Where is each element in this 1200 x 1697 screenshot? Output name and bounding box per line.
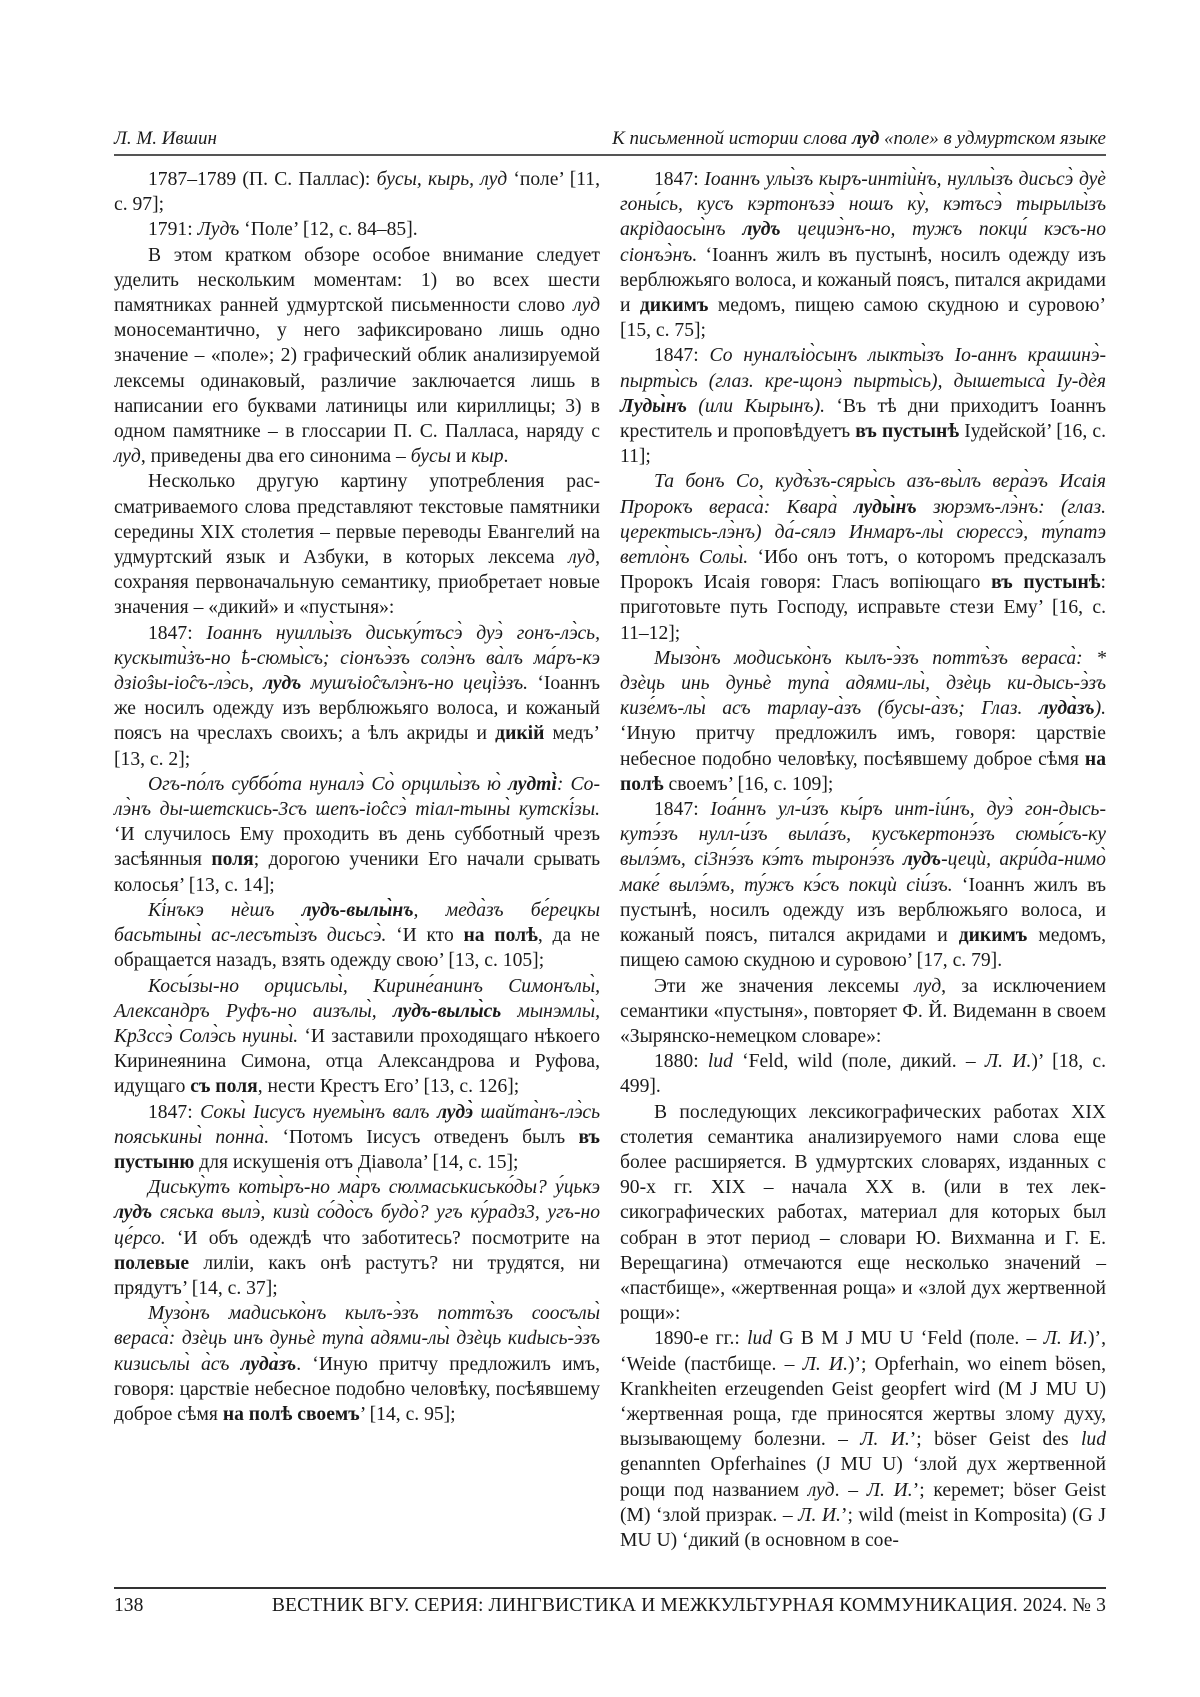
emphasized-term: полевые — [114, 1252, 190, 1274]
italic-quote: Л. И. — [866, 1479, 913, 1501]
paragraph — [620, 974, 1106, 1050]
text-run: . ‘Иную притчу предложилъ имъ, говоря: царствіе небесное подобно человѣку, посѣявшему доброе сѣмя — [114, 1353, 600, 1425]
italic-quote: «поле» в удмуртском языке — [879, 128, 1106, 149]
journal-title: ВЕСТНИК ВГУ. СЕРИЯ: ЛИНГВИСТИКА И МЕЖКУЛЬТУРНАЯ КОММУНИКАЦИЯ. 2024. № 3 — [271, 1595, 1106, 1616]
text-run: )’ [18, с. 499]. — [620, 1051, 1107, 1098]
text-run: . — [503, 446, 509, 468]
emphasized-term: съ поля — [190, 1076, 258, 1098]
left-column — [114, 167, 600, 1427]
text-run: Несколько другую картину употребления рассматриваемого слова представляют текстовые памятники середины XIX столетия – первые переводы Евангелий на удмуртский язык и Азбуки, в которых лексема — [114, 471, 600, 569]
emphasized-term: лудъ — [114, 1202, 153, 1224]
text-run: , приведены два его синонима – — [140, 446, 411, 468]
italic-quote: Музо̀нъ мадисько̀нъ кылъ-э̀зъ поттъ̀зъ соосълы̀ вераса̀: дзѐць инъ дуньѐ тупа̀ адями-лы̀ дзѐць киdысь-э̀зъ кизисьлы̀ а̀съ — [114, 1303, 600, 1375]
text-run: 1890-е гг.: — [654, 1328, 748, 1350]
emphasized-term: Луды̀нъ — [620, 395, 687, 417]
text-run: ’; керемет; böser Geist (M) ‘злой призрак. – — [620, 1479, 1106, 1526]
italic-quote: Мызо̀нъ модисько̀нъ кылъ-э̀зъ поттъ̀зъ вераса̀: * дзѐць инь дуньѐ тупа̀ адями-лы̀, дзѐць ки-дысь-э̀зъ кизе́мъ-лы̀ асъ тарлау-а̀зъ (бусы-а̀зъ; Глаз. — [620, 647, 1106, 720]
italic-quote: К письменной истории слова — [612, 128, 852, 149]
emphasized-term: луда̀зъ — [1038, 698, 1095, 720]
italic-quote: lud — [1080, 1429, 1107, 1451]
italic-quote: мушъіо̂сълэ̀нъ-но цеці̇̀эзъ. — [301, 673, 529, 695]
paragraph — [620, 167, 1106, 343]
emphasized-term: на полѣ — [620, 748, 1106, 795]
paragraph — [620, 343, 1106, 469]
emphasized-term: дикимъ — [639, 295, 709, 317]
paragraph — [114, 1175, 600, 1301]
paragraph — [620, 1100, 1106, 1327]
italic-quote: Лудъ — [197, 219, 240, 241]
italic-quote: ). — [1094, 698, 1106, 720]
italic-quote: Л. И. — [802, 1353, 848, 1375]
text-run: В этом кратком обзоре особое внимание следует уделить нескольким моментам: 1) во всех шести памятниках ранней удмуртской письменности слово — [114, 244, 600, 317]
italic-quote: Іоа́ннъ ул-и́зъ кы́ръ инт-іи́нъ, дуэ̀ гон-дыськутэ́зъ нулл-и́зъ выла́зъ, кусъкертонэ́зъ сюмы́съ-ку вылэ́мъ, сі3нэ́зъ кэ́тъ тыронэ́зъ — [620, 799, 1107, 871]
text-run: 1847: — [654, 799, 711, 821]
text-run: своемъ’ [16, с. 109]; — [663, 773, 834, 795]
paragraph — [620, 1049, 1106, 1099]
text-run: для искушенія отъ Діавола’ [14, с. 15]; — [194, 1151, 519, 1173]
text-run: )’, ‘Weide (пастбище. – — [620, 1328, 1106, 1375]
emphasized-term: лудъ — [742, 219, 781, 241]
text-run: )’; Opferhain, wo einem bösen, Krankheiten erzeugenden Geist geopfert wird (M J MU U) ‘жертвенная роща, где приносятся жертвы злому духу, вызывающему болезни. – — [620, 1353, 1106, 1451]
paragraph — [620, 1326, 1106, 1553]
emphasized-term: въ пустыню — [114, 1126, 600, 1173]
text-run: 1847: — [654, 169, 705, 190]
italic-quote: Со нуналъіо̀сынъ лыкты̀зъ Іо-аннъ крашинэ̀-пырты̀сь (глаз. кре-щонэ̀ пырты̀сь), дышетыса̀ Іу-дѐя — [620, 345, 1107, 392]
italic-quote: мынэмлы̀, Кр3ссэ̀ Солэ̀сь нуины̀. — [114, 1000, 600, 1047]
paragraph — [620, 797, 1106, 973]
text-run: ’; böser Geist des — [909, 1429, 1081, 1451]
italic-quote: Л. И. — [860, 1429, 910, 1451]
text-run: ‘Потомъ Іисусъ отведенъ былъ — [269, 1126, 579, 1148]
italic-quote: , меда̀зъ бе́рецкы басьтыны̀ ас-лесъты̀зъ дисьсэ̀. — [114, 899, 600, 947]
header-author: Л. М. Ившин — [114, 128, 217, 149]
text-run: 1847: — [148, 1101, 201, 1123]
text-run: ‘поле’ [11, с. 97]; — [114, 169, 601, 216]
text-run: ; дорогою ученики Его начали срывать колосья’ [13, с. 14]; — [114, 849, 600, 896]
paragraph — [114, 974, 600, 1100]
text-run: : приготовьте путь Господу, исправьте стези Ему’ [16, с. 11–12]; — [620, 572, 1106, 644]
text-run: 1787–1789 (П. С. Паллас): — [148, 169, 377, 190]
emphasized-term: луд — [851, 128, 880, 149]
text-run: ‘Въ тѣ дни приходитъ Іоаннъ креститель и проповѣдуетъ — [620, 395, 1107, 443]
text-run: ’ [14, с. 95]; — [359, 1403, 456, 1425]
italic-quote: : Со-лэ̀нъ ды-шетскись-3съ шепъ-іо̂ссэ̀ тіал-тыны̀ кутскі́зы. — [114, 773, 600, 821]
italic-quote: (или Кырынъ). — [686, 395, 826, 417]
text-run: лиліи, какъ онѣ растутъ? ни трудятся, ни прядутъ’ [14, с. 37]; — [114, 1252, 600, 1299]
text-run: 1847: — [148, 622, 207, 644]
text-run: В последующих лексикографических работах XIX столетия семантика анализируемого нами слова еще более расширяется. В удмуртских словарях, изданных с 90-х гг. XIX – начала XX в. (или в тех лексикографических работах, материал для которых был собран в этот период – словари Ю. Вихманна и Г. Е. Верещагина) отмечаются еще несколько значений – «пастбище», «жертвенная роща» и «злой дух жертвенной рощи»: — [620, 1101, 1106, 1325]
italic-quote: lud — [707, 1051, 733, 1073]
italic-quote: шайта̀нъ-лэ̀сь пояськины̀ понна̀. — [114, 1101, 600, 1148]
emphasized-term: луда̀зъ — [240, 1353, 297, 1375]
italic-quote: Сокы̀ Іисусъ нуемы̀нъ валъ — [200, 1101, 437, 1123]
emphasized-term: дикій — [495, 723, 545, 745]
italic-quote: Л. И. — [984, 1051, 1032, 1073]
paragraph — [114, 621, 600, 772]
text-run: 1847: — [654, 345, 710, 367]
text-run: ‘И кто — [386, 925, 464, 947]
header-article-title — [612, 128, 1106, 150]
right-column — [620, 167, 1106, 1553]
text-run: 1791: — [148, 219, 198, 241]
text-run: медомъ, пищею самою скудною и суровою’ [15, с. 75]; — [620, 295, 1106, 342]
paragraph — [114, 167, 600, 217]
text-run: Іудейской’ [16, с. 11]; — [620, 421, 1106, 468]
italic-quote: -цецѝ, акри́да-нимо̀ маке́ вылэ́мъ, ту́жъ кэ́съ покцѝ сіи́зъ. — [620, 849, 1106, 896]
emphasized-term: лудъ-вылы̀сь — [392, 1000, 502, 1022]
text-run: ‘Іоаннъ же носилъ одежду изъ верблюжьяго волоса, и кожаный поясъ на чреслахъ своихъ; а ѣлъ акриды и — [114, 673, 601, 745]
emphasized-term: въ пустынѣ — [991, 572, 1101, 594]
paragraph — [114, 243, 600, 470]
paragraph — [114, 1301, 600, 1427]
italic-quote: луд — [573, 295, 600, 317]
emphasized-term: луды̀нъ — [853, 496, 917, 518]
text-run: , нести Крестъ Его’ [13, с. 126]; — [257, 1076, 520, 1098]
text-run: genannten Opferhaines (J MU U) ‘злой дух жертвенной рощи под названием — [620, 1454, 1106, 1501]
paragraph — [114, 898, 600, 974]
text-run: ’; wild (meist in Komposita) (G J MU U) ‘дикий (в основном в сое- — [620, 1504, 1106, 1551]
italic-quote: Л. И. — [798, 1504, 841, 1526]
paragraph — [620, 469, 1106, 645]
paragraph — [114, 1100, 600, 1176]
text-run: ‘И объ одеждѣ что заботитесь? посмотрите на — [165, 1227, 600, 1249]
text-run: , за исключением семантики «пустыня», повторяет Ф. Й. Видеманн в своем «Зырянско-немецком словаре»: — [620, 975, 1106, 1047]
emphasized-term: лудті̀ — [508, 773, 557, 795]
paragraph — [620, 646, 1106, 797]
text-run: ‘Иную притчу предложилъ имъ, говоря: царствіе небесное подобно человѣку, посѣявшему доброе сѣмя — [620, 723, 1106, 770]
italic-quote: зюрэмъ-лэ̀нъ: (глаз. церектысь-лэ̀нъ) да́-сялэ Инмаръ-лы̀ сюрессэ̀, ту́патэ ветло̀нъ Солы̀. — [620, 496, 1106, 569]
emphasized-term: дикимъ — [958, 925, 1028, 947]
text-run: ‘Іоаннъ жилъ въ пустынѣ, носилъ одежду изъ верблюжьяго волоса, и кожаный поясъ, питался акридами и — [620, 874, 1107, 947]
text-run: ‘Іоаннъ жилъ въ пустынѣ, носилъ одежду изъ верблюжьяго волоса, и кожаный поясъ, питался акридами и — [620, 244, 1106, 317]
italic-quote: бусы — [410, 446, 451, 468]
text-run: , сохраняя первоначальную семантику, приобретает новые значения – «дикий» и «пустыня»: — [114, 547, 600, 619]
emphasized-term: въ пустынѣ — [855, 421, 960, 443]
italic-quote: луд — [807, 1479, 835, 1501]
italic-quote: луд — [914, 975, 942, 997]
italic-quote: цециэ̀нъ-но, тужъ покци́ кэсъ-но сіонъэ̀нъ. — [620, 219, 1106, 266]
text-run: медъ’ [13, с. 2]; — [114, 723, 600, 770]
running-header — [114, 124, 1106, 156]
text-run: ‘И случилось Ему проходить въ день субботный чрезъ засѣянныя — [114, 824, 600, 871]
emphasized-term: на полѣ своемъ — [222, 1403, 360, 1425]
running-footer — [114, 1587, 1106, 1616]
text-run: G B M J MU U ‘Feld (поле. – — [772, 1328, 1044, 1350]
italic-quote: Косы́зы-но орцисьлы̀, Кирине́анинъ Симонълы̀, Александръ Руфъ-но аизълы̀, — [114, 975, 600, 1022]
text-run: медомъ, пищею самою скудною и суровою’ [17, с. 79]. — [620, 925, 1106, 972]
paragraph — [114, 772, 600, 898]
italic-quote: Та бонъ Со, кудъ̀зъ-сяры̀сь азъ-вы̀лъ вера̀эъ Исаія Пророкъ вераса̀: Квара̀ — [620, 471, 1106, 518]
italic-quote: луд — [114, 446, 141, 468]
emphasized-term: лудъ-вылы̀нъ — [301, 899, 414, 921]
italic-quote: Кі́нъкэ нѐшъ — [148, 899, 302, 921]
emphasized-term: лудъ — [263, 673, 302, 695]
italic-quote: сяська вылэ̀, кизѝ со́до̀съ будо̀? угъ ку́радз3, угъ-но це́рсо. — [114, 1202, 600, 1249]
italic-quote: lud — [747, 1328, 773, 1350]
text-run: ‘Поле’ [12, с. 84–85]. — [239, 219, 418, 241]
text-run: моносемантично, у него зафиксировано лишь одно значение – «поле»; 2) графический облик анализируемой лексемы одинаковый, различие заключается лишь в написании его буквами латиницы или кириллицы; 3) в одном памятнике – в глоссарии П. С. Палласа, наряду с — [114, 320, 600, 443]
text-run: и — [450, 446, 472, 468]
paragraph — [114, 469, 600, 620]
italic-quote: Л. И. — [1043, 1328, 1089, 1350]
italic-quote: Диську̀тъ коты̀ръ-но ма̀ръ сюлмаськисько́ды? у́цькэ — [148, 1177, 600, 1199]
text-run: Эти же значения лексемы — [654, 975, 915, 997]
text-run: , да не обращается назадъ, взять одежду свою’ [13, с. 105]; — [114, 925, 600, 972]
emphasized-term: поля — [211, 849, 254, 871]
text-run: ‘И заставили проходящаго нѣкоего Киринеянина Симона, отца Александрова и Руфова, идущаго — [114, 1025, 600, 1098]
page-number: 138 — [114, 1595, 144, 1616]
emphasized-term: лудэ̀ — [436, 1101, 473, 1123]
italic-quote: луд — [568, 547, 596, 569]
text-run: ‘Ибо онъ тотъ, о которомъ предсказалъ Пророкъ Исаія говоря: Гласъ вопіющаго — [620, 547, 1107, 594]
paragraph — [114, 217, 600, 242]
italic-quote: Огъ-по́лъ суббо́та нуналэ̀ Со̀ орцилы̀зъ ю̀ — [148, 773, 509, 795]
italic-quote: бусы, кырь, луд — [376, 169, 508, 190]
text-run: . – — [834, 1479, 867, 1501]
italic-quote: Іоаннъ улы̀зъ кыръ-интіи̇̀нъ, нуллы̀зъ дисьсэ̀ дуѐ гоны́сь, кусъ кэртонъзэ̀ ношъ ку̀, кэтъсэ̀ тырылы̀зъ акрідаосы̀нъ — [620, 169, 1106, 241]
emphasized-term: на полѣ — [463, 925, 538, 947]
text-run: 1880: — [654, 1051, 708, 1073]
text-run: ‘Feld, wild (поле, дикий. – — [732, 1051, 985, 1073]
emphasized-term: лудъ — [902, 849, 942, 871]
italic-quote: кыр — [471, 446, 504, 468]
italic-quote: Іоаннъ нуиллы̀зъ диську́тъсэ̀ дуэ̀ гонъ-лэ̀сь, кускыти̇̀зъ-но ҍ-сюмы̀съ; сіонъэ̀зъ солэ̀нъ ва̀лъ ма́ръ-кэ дзіо̂зы-іо̂съ-лэ̀сь, — [114, 622, 600, 695]
